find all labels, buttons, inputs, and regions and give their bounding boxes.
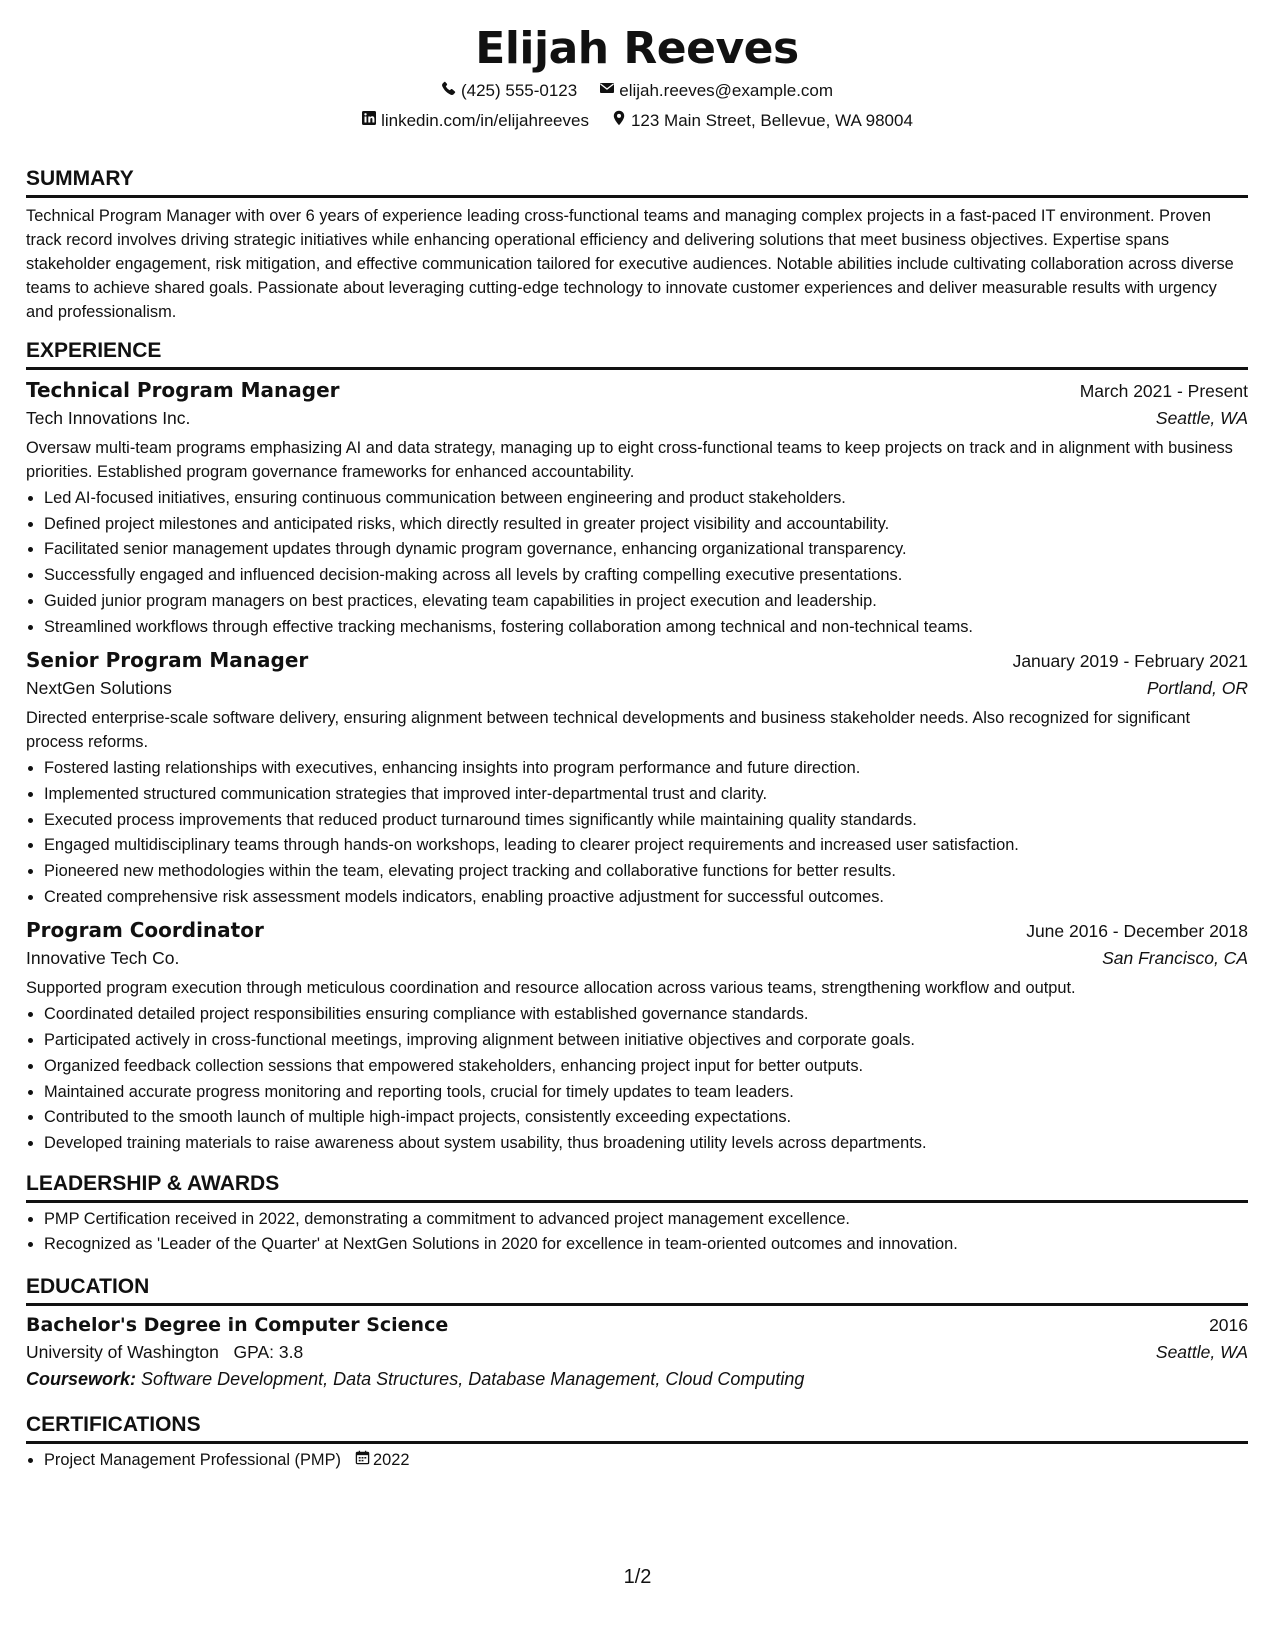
resume-page xyxy=(26,0,1248,1474)
experience-section xyxy=(26,338,1248,1157)
contact-row-2 xyxy=(26,110,1248,132)
address: 123 Main Street, Bellevue, WA 98004 xyxy=(630,111,913,130)
job-entry xyxy=(26,648,1248,910)
cert-date xyxy=(355,1448,409,1474)
job-title: Program Coordinator xyxy=(26,918,264,943)
job-location: Seattle, WA xyxy=(1155,408,1248,428)
calendar-icon xyxy=(355,1448,370,1474)
list-item: • Led AI-focused initiatives, ensuring continuous communication between engineering and product stakeholders. xyxy=(44,486,1248,512)
list-item: • Coordinated detailed project responsibilities ensuring compliance with established governance standards. xyxy=(44,1002,1248,1028)
list-item: • Successfully engaged and influenced decision-making across all levels by crafting compelling executive presentations. xyxy=(44,563,1248,589)
phone-icon xyxy=(441,80,457,102)
graduation-year: 2016 xyxy=(1209,1315,1248,1336)
email-contact[interactable] xyxy=(599,80,833,102)
education-section xyxy=(26,1274,1248,1390)
list-item: • Recognized as 'Leader of the Quarter' at NextGen Solutions in 2020 for excellence in team-oriented outcomes and innovation. xyxy=(44,1232,1248,1258)
leadership-list xyxy=(26,1207,1248,1258)
list-item: • Organized feedback collection sessions that empowered stakeholders, enhancing project input for better outputs. xyxy=(44,1054,1248,1080)
degree-title: Bachelor's Degree in Computer Science xyxy=(26,1314,449,1337)
candidate-name: Elijah Reeves xyxy=(475,23,799,74)
job-title: Technical Program Manager xyxy=(26,378,340,402)
section-title-summary: SUMMARY xyxy=(26,166,1248,198)
school-location: Seattle, WA xyxy=(1155,1342,1248,1363)
envelope-icon xyxy=(599,80,615,102)
list-item: • PMP Certification received in 2022, demonstrating a commitment to advanced project management excellence. xyxy=(44,1207,1248,1233)
job-location: Portland, OR xyxy=(1146,678,1248,699)
section-title-education: EDUCATION xyxy=(26,1274,1248,1306)
list-item: • Maintained accurate progress monitoring and reporting tools, crucial for timely updates to team leaders. xyxy=(44,1080,1248,1106)
job-entry xyxy=(26,918,1248,1156)
list-item: • Implemented structured communication strategies that improved inter-departmental trust and clarity. xyxy=(44,782,1248,808)
school-line xyxy=(26,1342,303,1363)
list-item: • Guided junior program managers on best practices, elevating team capabilities in project execution and leadership. xyxy=(44,589,1248,615)
job-bullets xyxy=(26,756,1248,910)
list-item: • Participated actively in cross-functional meetings, improving alignment between initiative objectives and corporate goals. xyxy=(44,1028,1248,1054)
job-summary: Oversaw multi-team programs emphasizing AI and data strategy, managing up to eight cross-functional teams to keep projects on track and in alignment with business priorities. Established program governance frameworks for enhanced accountability. xyxy=(26,439,1233,481)
coursework-list: Software Development, Data Structures, Database Management, Cloud Computing xyxy=(141,1369,805,1390)
company-name: NextGen Solutions xyxy=(26,678,172,699)
job-location: San Francisco, CA xyxy=(1102,948,1248,969)
list-item: • Fostered lasting relationships with executives, enhancing insights into program performance and future direction. xyxy=(44,756,1248,782)
company-name: Tech Innovations Inc. xyxy=(26,408,191,428)
cert-year: 2022 xyxy=(372,1451,410,1470)
leadership-section xyxy=(26,1171,1248,1258)
phone-number: (425) 555-0123 xyxy=(460,81,578,100)
list-item xyxy=(44,1448,1248,1474)
contact-row-1 xyxy=(26,80,1248,102)
school-name: University of Washington xyxy=(26,1342,219,1363)
list-item: • Defined project milestones and anticipated risks, which directly resulted in greater project visibility and accountability. xyxy=(44,512,1248,538)
section-title-leadership: LEADERSHIP & AWARDS xyxy=(26,1171,1248,1203)
job-bullets xyxy=(26,1002,1248,1156)
list-item: • Pioneered new methodologies within the team, elevating project tracking and collaborative functions for better results. xyxy=(44,859,1248,885)
job-entry xyxy=(26,378,1248,640)
gpa: GPA: 3.8 xyxy=(233,1342,304,1363)
list-item: • Developed training materials to raise awareness about system usability, thus broadening utility levels across departments. xyxy=(44,1131,1248,1157)
coursework-label: Coursework: xyxy=(26,1369,137,1390)
list-item: • Executed process improvements that reduced product turnaround times significantly while maintaining quality standards. xyxy=(44,808,1248,834)
job-summary: Supported program execution through meticulous coordination and resource allocation across various teams, strengthening workflow and output. xyxy=(26,979,1076,998)
job-date: January 2019 - February 2021 xyxy=(1012,651,1248,672)
job-summary: Directed enterprise-scale software delivery, ensuring alignment between technical developments and business stakeholder needs. Also recognized for significant process reforms. xyxy=(26,709,1191,752)
cert-name: • Project Management Professional (PMP) xyxy=(44,1451,341,1470)
list-item: • Contributed to the smooth launch of multiple high-impact projects, consistently exceeding expectations. xyxy=(44,1105,1248,1131)
list-item: • Created comprehensive risk assessment models indicators, enabling proactive adjustment for successful outcomes. xyxy=(44,885,1248,911)
linkedin-icon xyxy=(361,110,377,132)
job-title: Senior Program Manager xyxy=(26,648,309,673)
map-marker-icon xyxy=(611,110,627,132)
phone-contact xyxy=(441,80,577,102)
linkedin-contact[interactable] xyxy=(361,110,589,132)
list-item: • Engaged multidisciplinary teams through hands-on workshops, leading to clearer project requirements and increased user satisfaction. xyxy=(44,833,1248,859)
list-item: • Streamlined workflows through effective tracking mechanisms, fostering collaboration among technical and non-technical teams. xyxy=(44,615,1248,641)
email-address[interactable]: elijah.reeves@example.com xyxy=(619,81,834,100)
company-name: Innovative Tech Co. xyxy=(26,948,180,969)
coursework xyxy=(26,1369,1248,1390)
summary-section xyxy=(26,166,1248,324)
job-date: June 2016 - December 2018 xyxy=(1026,921,1248,942)
summary-text: Technical Program Manager with over 6 years of experience leading cross-functional teams and managing complex projects in a fast-paced IT environment. Proven track record involves driving strategic initiatives while enhancing operational efficiency and delivering solutions that meet business objectives. Expertise spans stakeholder engagement, risk mitigation, and effective communication tailored for executive audiences. Notable abilities include cultivating collaboration across diverse teams to achieve shared goals. Passionate about leveraging cutting-edge technology to innovate customer experiences and deliver measurable results with urgency and professionalism. xyxy=(26,207,1234,321)
list-item: • Facilitated senior management updates through dynamic program governance, enhancing organizational transparency. xyxy=(44,537,1248,563)
job-date: March 2021 - Present xyxy=(1079,381,1248,401)
page-number: 1/2 xyxy=(623,1566,652,1588)
section-title-experience: EXPERIENCE xyxy=(26,338,1248,370)
job-bullets xyxy=(26,486,1248,640)
section-title-certifications: CERTIFICATIONS xyxy=(26,1412,1248,1444)
linkedin-url[interactable]: linkedin.com/in/elijahreeves xyxy=(381,111,589,130)
certifications-list xyxy=(26,1448,1248,1474)
address-contact xyxy=(611,110,913,132)
certifications-section xyxy=(26,1412,1248,1474)
